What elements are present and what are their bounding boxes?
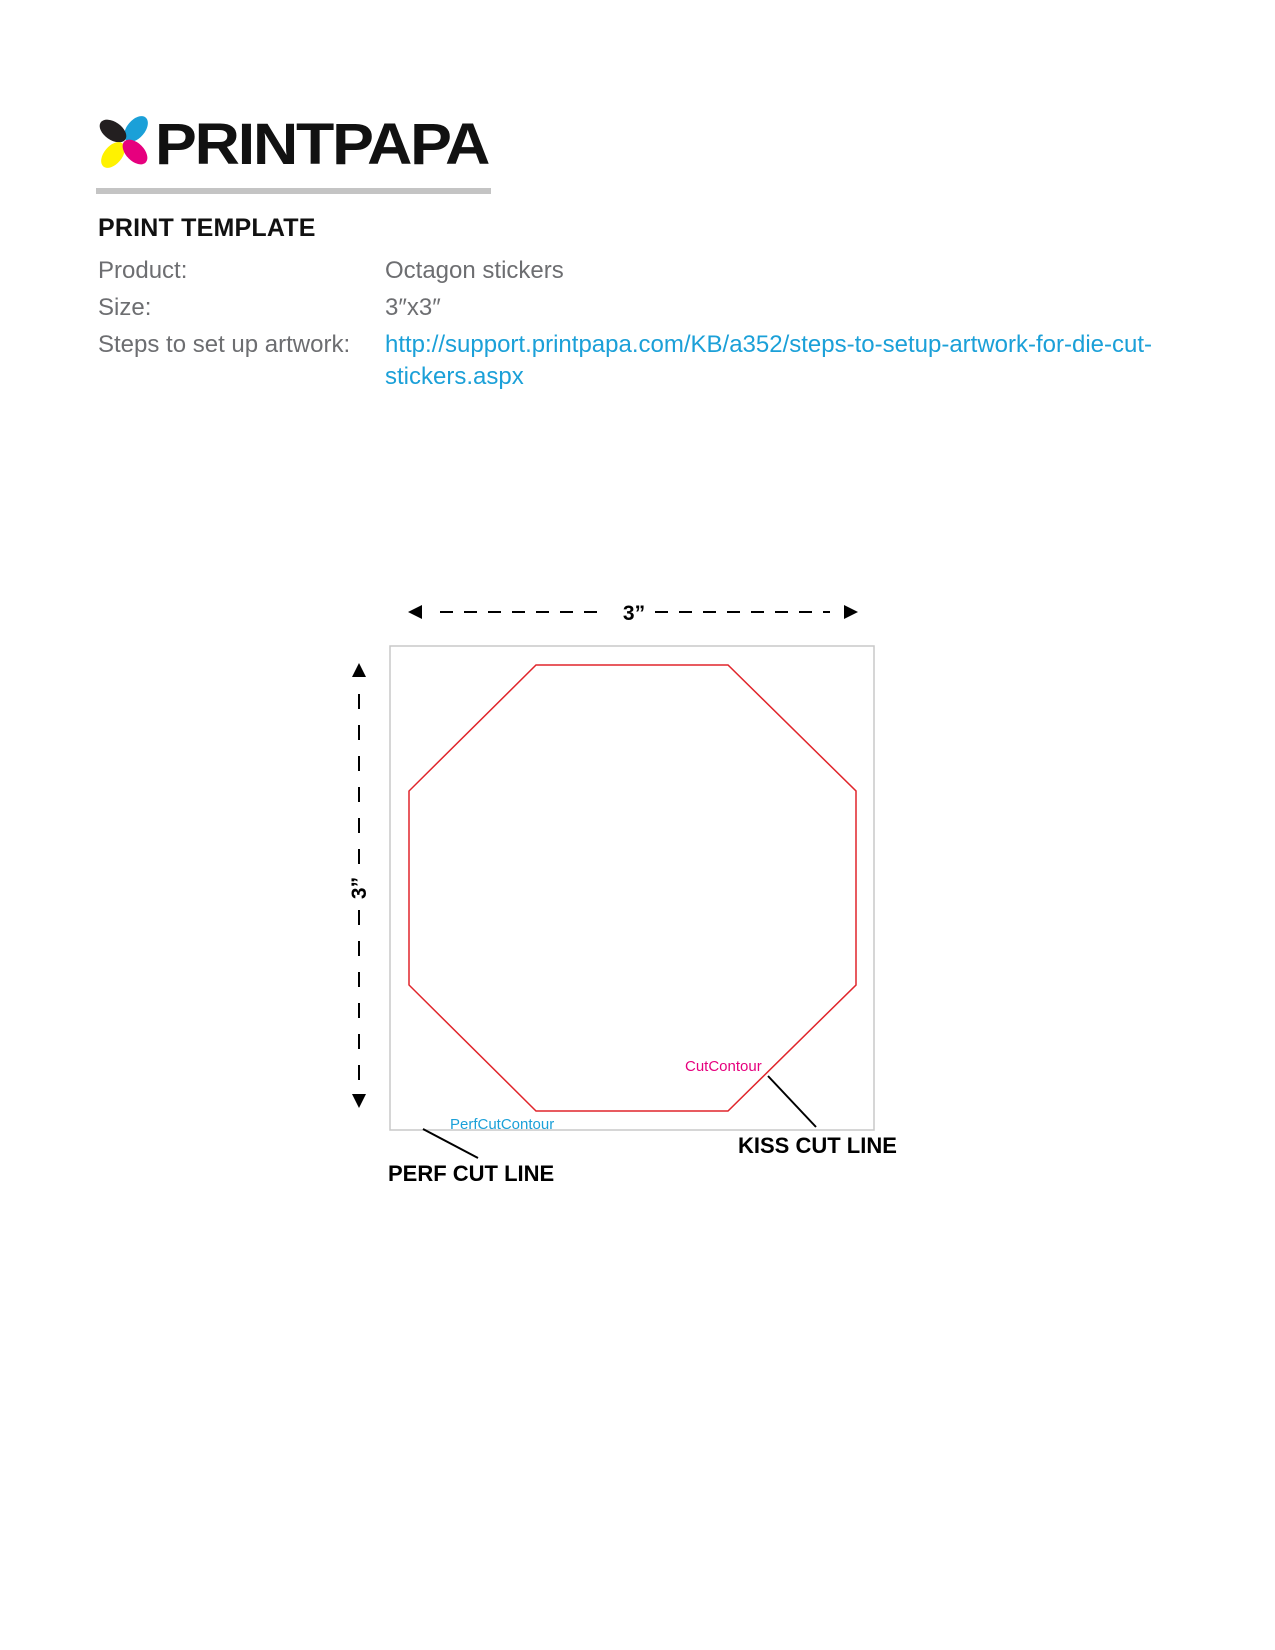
up-arrow-icon	[352, 663, 366, 677]
perf-cut-line-label: PERF CUT LINE	[388, 1161, 555, 1186]
perf-cut-contour-label: PerfCutContour	[450, 1116, 555, 1133]
perf-cut-box	[390, 646, 874, 1130]
cut-contour-label: CutContour	[685, 1058, 762, 1075]
height-dimension	[348, 663, 371, 1108]
kiss-cut-leader	[768, 1076, 816, 1127]
perf-cut-leader	[423, 1129, 478, 1158]
width-label: 3”	[622, 602, 646, 625]
octagon-cut-line	[409, 665, 856, 1111]
product-value: Octagon stickers	[385, 257, 564, 284]
page-title: PRINT TEMPLATE	[98, 214, 316, 242]
down-arrow-icon	[352, 1094, 366, 1108]
kiss-cut-line-label: KISS CUT LINE	[738, 1133, 897, 1158]
steps-label: Steps to set up artwork:	[98, 331, 351, 358]
right-arrow-icon	[844, 605, 858, 619]
logo-wordmark: PRINTPAPA	[155, 112, 489, 177]
width-dimension	[408, 602, 858, 625]
size-value: 3″x3″	[385, 294, 441, 321]
setup-artwork-link[interactable]: http://support.printpapa.com/KB/a352/steps-to-setup-artwork-for-die-cut-stickers.aspx	[385, 331, 1153, 390]
height-label: 3”	[348, 876, 371, 900]
product-label: Product:	[98, 257, 188, 284]
size-label: Size:	[98, 294, 152, 321]
left-arrow-icon	[408, 605, 422, 619]
